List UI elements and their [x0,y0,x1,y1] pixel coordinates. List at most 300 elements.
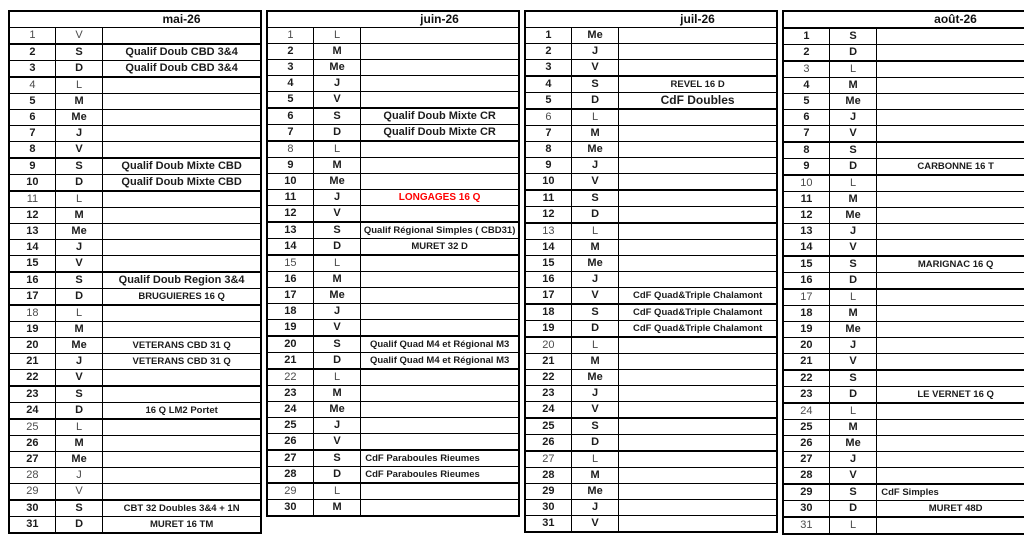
day-letter-cell[interactable]: Me [571,28,618,44]
event-cell[interactable]: CdF Paraboules Rieumes [361,450,519,467]
day-letter-cell[interactable]: L [829,61,876,78]
day-letter-cell[interactable]: J [571,386,618,402]
day-number-cell[interactable]: 7 [783,126,829,143]
day-number-cell[interactable]: 24 [267,402,313,418]
day-letter-cell[interactable]: J [829,452,876,468]
event-cell[interactable] [361,304,519,320]
event-cell[interactable] [619,484,777,500]
event-cell[interactable] [361,44,519,60]
day-letter-cell[interactable]: Me [829,322,876,338]
day-letter-cell[interactable]: S [55,386,102,403]
day-letter-cell[interactable]: J [313,304,360,320]
day-letter-cell[interactable]: J [55,126,102,142]
month-header-cell[interactable] [9,11,261,28]
event-cell[interactable]: VETERANS CBD 31 Q [103,338,261,354]
day-number-cell[interactable]: 19 [525,321,571,338]
day-letter-cell[interactable]: V [55,484,102,501]
month-header-cell[interactable] [783,11,1024,28]
day-letter-cell[interactable]: V [55,142,102,159]
day-letter-cell[interactable]: S [55,272,102,289]
day-letter-cell[interactable]: D [313,467,360,484]
day-letter-cell[interactable]: D [571,93,618,110]
day-letter-cell[interactable]: V [313,206,360,223]
day-number-cell[interactable]: 10 [525,174,571,191]
event-cell[interactable] [877,452,1024,468]
event-cell[interactable]: LE VERNET 16 Q [877,387,1024,404]
event-cell[interactable] [877,306,1024,322]
day-number-cell[interactable]: 3 [783,61,829,78]
event-cell[interactable] [877,45,1024,62]
event-cell[interactable] [877,78,1024,94]
month-header-cell[interactable] [525,11,777,28]
day-number-cell[interactable]: 12 [783,208,829,224]
event-cell[interactable]: MURET 16 TM [103,517,261,534]
event-cell[interactable] [877,208,1024,224]
day-number-cell[interactable]: 24 [9,403,55,420]
day-number-cell[interactable]: 19 [267,320,313,337]
day-number-cell[interactable]: 30 [267,500,313,517]
event-cell[interactable] [619,354,777,370]
day-letter-cell[interactable]: J [829,338,876,354]
event-cell[interactable]: CdF Quad&Triple Chalamont [619,304,777,321]
day-letter-cell[interactable]: M [571,126,618,142]
event-cell[interactable]: VETERANS CBD 31 Q [103,354,261,370]
event-cell[interactable] [877,126,1024,143]
event-cell[interactable] [103,256,261,273]
day-letter-cell[interactable]: S [571,190,618,207]
day-number-cell[interactable]: 15 [267,255,313,272]
day-letter-cell[interactable]: Me [571,484,618,500]
day-number-cell[interactable]: 11 [267,190,313,206]
event-cell[interactable] [619,28,777,44]
day-letter-cell[interactable]: Me [55,452,102,468]
event-cell[interactable] [877,61,1024,78]
day-letter-cell[interactable]: J [829,224,876,240]
day-letter-cell[interactable]: D [571,207,618,224]
day-letter-cell[interactable]: M [313,272,360,288]
day-letter-cell[interactable]: L [829,289,876,306]
event-cell[interactable]: REVEL 16 D [619,76,777,93]
day-letter-cell[interactable]: M [571,354,618,370]
day-number-cell[interactable]: 29 [267,483,313,500]
event-cell[interactable] [103,305,261,322]
event-cell[interactable] [361,141,519,158]
event-cell[interactable] [877,517,1024,534]
day-number-cell[interactable]: 21 [9,354,55,370]
day-letter-cell[interactable]: S [313,450,360,467]
event-cell[interactable] [619,516,777,533]
day-number-cell[interactable]: 14 [783,240,829,257]
event-cell[interactable] [877,94,1024,110]
event-cell[interactable] [103,452,261,468]
day-number-cell[interactable]: 16 [267,272,313,288]
day-letter-cell[interactable]: Me [829,436,876,452]
day-number-cell[interactable]: 25 [525,418,571,435]
day-number-cell[interactable]: 22 [267,369,313,386]
event-cell[interactable] [619,142,777,158]
day-letter-cell[interactable]: V [571,402,618,419]
event-cell[interactable]: 16 Q LM2 Portet [103,403,261,420]
day-number-cell[interactable]: 9 [9,158,55,175]
event-cell[interactable] [877,110,1024,126]
day-letter-cell[interactable]: D [571,435,618,452]
event-cell[interactable] [619,174,777,191]
day-number-cell[interactable]: 11 [525,190,571,207]
event-cell[interactable] [877,468,1024,485]
event-cell[interactable]: CARBONNE 16 T [877,159,1024,176]
day-letter-cell[interactable]: J [313,418,360,434]
event-cell[interactable] [619,272,777,288]
day-number-cell[interactable]: 10 [267,174,313,190]
day-letter-cell[interactable]: V [55,256,102,273]
event-cell[interactable] [877,322,1024,338]
event-cell[interactable]: MURET 48D [877,501,1024,518]
day-number-cell[interactable]: 22 [525,370,571,386]
day-letter-cell[interactable]: M [313,386,360,402]
day-number-cell[interactable]: 14 [525,240,571,256]
day-number-cell[interactable]: 25 [267,418,313,434]
event-cell[interactable] [103,142,261,159]
day-letter-cell[interactable]: D [829,387,876,404]
day-number-cell[interactable]: 26 [525,435,571,452]
day-number-cell[interactable]: 2 [783,45,829,62]
day-number-cell[interactable]: 16 [783,273,829,290]
day-number-cell[interactable]: 27 [267,450,313,467]
day-letter-cell[interactable]: J [55,468,102,484]
event-cell[interactable] [103,28,261,45]
day-number-cell[interactable]: 25 [783,420,829,436]
day-letter-cell[interactable]: Me [313,60,360,76]
day-number-cell[interactable]: 1 [783,28,829,45]
day-letter-cell[interactable]: V [571,516,618,533]
event-cell[interactable] [361,386,519,402]
event-cell[interactable] [877,192,1024,208]
event-cell[interactable] [619,126,777,142]
day-number-cell[interactable]: 7 [9,126,55,142]
event-cell[interactable] [361,288,519,304]
day-letter-cell[interactable]: S [55,44,102,61]
day-letter-cell[interactable]: L [55,77,102,94]
day-letter-cell[interactable]: J [829,110,876,126]
day-letter-cell[interactable]: M [313,158,360,174]
event-cell[interactable] [877,28,1024,45]
day-number-cell[interactable]: 26 [9,436,55,452]
event-cell[interactable] [619,207,777,224]
event-cell[interactable]: LONGAGES 16 Q [361,190,519,206]
day-number-cell[interactable]: 11 [783,192,829,208]
day-letter-cell[interactable]: S [829,28,876,45]
event-cell[interactable]: Qualif Doub Region 3&4 [103,272,261,289]
day-number-cell[interactable]: 17 [525,288,571,305]
day-number-cell[interactable]: 8 [525,142,571,158]
event-cell[interactable] [103,94,261,110]
day-number-cell[interactable]: 13 [267,222,313,239]
day-number-cell[interactable]: 27 [783,452,829,468]
day-letter-cell[interactable]: J [571,44,618,60]
event-cell[interactable]: CBT 32 Doubles 3&4 + 1N [103,500,261,517]
day-letter-cell[interactable]: D [55,403,102,420]
event-cell[interactable]: Qualif Doub Mixte CR [361,108,519,125]
day-letter-cell[interactable]: L [571,337,618,354]
day-letter-cell[interactable]: M [55,436,102,452]
event-cell[interactable] [103,77,261,94]
event-cell[interactable] [619,223,777,240]
event-cell[interactable]: Qualif Quad M4 et Régional M3 [361,353,519,370]
day-number-cell[interactable]: 16 [525,272,571,288]
day-letter-cell[interactable]: Me [571,142,618,158]
day-letter-cell[interactable]: S [829,256,876,273]
day-letter-cell[interactable]: D [55,517,102,534]
day-letter-cell[interactable]: M [829,420,876,436]
day-number-cell[interactable]: 23 [783,387,829,404]
event-cell[interactable]: CdF Paraboules Rieumes [361,467,519,484]
event-cell[interactable]: Qualif Doub Mixte CBD [103,158,261,175]
day-number-cell[interactable]: 17 [267,288,313,304]
day-number-cell[interactable]: 10 [9,175,55,192]
day-number-cell[interactable]: 7 [267,125,313,142]
day-letter-cell[interactable]: S [313,108,360,125]
day-letter-cell[interactable]: Me [829,208,876,224]
day-letter-cell[interactable]: M [313,500,360,517]
day-letter-cell[interactable]: D [55,175,102,192]
day-number-cell[interactable]: 9 [525,158,571,174]
day-number-cell[interactable]: 16 [9,272,55,289]
day-letter-cell[interactable]: J [313,190,360,206]
day-number-cell[interactable]: 22 [9,370,55,387]
event-cell[interactable]: CdF Simples [877,484,1024,501]
day-letter-cell[interactable]: V [829,354,876,371]
event-cell[interactable] [103,419,261,436]
event-cell[interactable] [877,420,1024,436]
event-cell[interactable] [103,240,261,256]
day-number-cell[interactable]: 20 [525,337,571,354]
day-number-cell[interactable]: 26 [783,436,829,452]
event-cell[interactable] [103,436,261,452]
day-number-cell[interactable]: 21 [525,354,571,370]
day-letter-cell[interactable]: D [829,501,876,518]
day-letter-cell[interactable]: V [55,28,102,45]
event-cell[interactable] [103,370,261,387]
day-letter-cell[interactable]: D [571,321,618,338]
day-number-cell[interactable]: 3 [9,61,55,78]
day-number-cell[interactable]: 18 [525,304,571,321]
day-number-cell[interactable]: 17 [783,289,829,306]
day-number-cell[interactable]: 13 [9,224,55,240]
day-letter-cell[interactable]: J [55,240,102,256]
day-letter-cell[interactable]: L [571,223,618,240]
day-number-cell[interactable]: 20 [267,336,313,353]
day-letter-cell[interactable]: V [829,240,876,257]
day-letter-cell[interactable]: D [313,353,360,370]
day-number-cell[interactable]: 18 [267,304,313,320]
event-cell[interactable] [619,44,777,60]
day-letter-cell[interactable]: S [55,158,102,175]
day-letter-cell[interactable]: V [571,60,618,77]
event-cell[interactable] [877,273,1024,290]
day-number-cell[interactable]: 3 [525,60,571,77]
day-number-cell[interactable]: 31 [783,517,829,534]
event-cell[interactable] [361,158,519,174]
event-cell[interactable]: BRUGUIERES 16 Q [103,289,261,306]
event-cell[interactable] [619,418,777,435]
day-number-cell[interactable]: 6 [267,108,313,125]
event-cell[interactable] [619,386,777,402]
day-number-cell[interactable]: 21 [783,354,829,371]
day-number-cell[interactable]: 12 [267,206,313,223]
day-letter-cell[interactable]: J [571,272,618,288]
day-letter-cell[interactable]: S [313,336,360,353]
day-letter-cell[interactable]: J [571,500,618,516]
day-letter-cell[interactable]: D [313,239,360,256]
event-cell[interactable]: CdF Quad&Triple Chalamont [619,321,777,338]
day-number-cell[interactable]: 19 [9,322,55,338]
day-letter-cell[interactable]: L [313,483,360,500]
day-letter-cell[interactable]: S [829,484,876,501]
event-cell[interactable] [361,60,519,76]
event-cell[interactable] [103,468,261,484]
day-number-cell[interactable]: 2 [9,44,55,61]
day-letter-cell[interactable]: L [55,419,102,436]
event-cell[interactable] [877,224,1024,240]
day-number-cell[interactable]: 9 [783,159,829,176]
day-letter-cell[interactable]: V [571,288,618,305]
event-cell[interactable] [103,110,261,126]
event-cell[interactable] [361,92,519,109]
event-cell[interactable] [103,126,261,142]
event-cell[interactable] [619,60,777,77]
day-number-cell[interactable]: 2 [267,44,313,60]
day-number-cell[interactable]: 23 [525,386,571,402]
day-number-cell[interactable]: 29 [525,484,571,500]
day-number-cell[interactable]: 18 [9,305,55,322]
event-cell[interactable] [877,240,1024,257]
day-number-cell[interactable]: 27 [9,452,55,468]
day-letter-cell[interactable]: S [571,76,618,93]
day-letter-cell[interactable]: L [55,305,102,322]
day-number-cell[interactable]: 12 [9,208,55,224]
day-letter-cell[interactable]: L [829,403,876,420]
day-number-cell[interactable]: 31 [525,516,571,533]
event-cell[interactable] [361,255,519,272]
day-letter-cell[interactable]: M [55,208,102,224]
day-number-cell[interactable]: 20 [9,338,55,354]
day-number-cell[interactable]: 4 [267,76,313,92]
day-number-cell[interactable]: 13 [783,224,829,240]
day-number-cell[interactable]: 4 [783,78,829,94]
event-cell[interactable] [103,208,261,224]
event-cell[interactable]: Qualif Doub Mixte CBD [103,175,261,192]
event-cell[interactable] [877,354,1024,371]
day-letter-cell[interactable]: D [829,45,876,62]
event-cell[interactable] [103,386,261,403]
day-number-cell[interactable]: 1 [525,28,571,44]
day-number-cell[interactable]: 27 [525,451,571,468]
day-number-cell[interactable]: 20 [783,338,829,354]
day-letter-cell[interactable]: M [55,322,102,338]
event-cell[interactable] [619,109,777,126]
event-cell[interactable] [361,174,519,190]
day-number-cell[interactable]: 22 [783,370,829,387]
event-cell[interactable] [103,322,261,338]
day-number-cell[interactable]: 4 [9,77,55,94]
day-number-cell[interactable]: 5 [267,92,313,109]
day-number-cell[interactable]: 3 [267,60,313,76]
day-letter-cell[interactable]: Me [571,370,618,386]
event-cell[interactable] [361,206,519,223]
day-letter-cell[interactable]: M [829,306,876,322]
day-number-cell[interactable]: 29 [783,484,829,501]
day-number-cell[interactable]: 10 [783,175,829,192]
event-cell[interactable] [103,224,261,240]
day-letter-cell[interactable]: V [829,468,876,485]
day-number-cell[interactable]: 5 [9,94,55,110]
day-number-cell[interactable]: 29 [9,484,55,501]
day-number-cell[interactable]: 28 [525,468,571,484]
event-cell[interactable] [619,337,777,354]
event-cell[interactable]: Qualif Régional Simples ( CBD31) [361,222,519,239]
event-cell[interactable] [361,434,519,451]
event-cell[interactable] [877,175,1024,192]
day-number-cell[interactable]: 25 [9,419,55,436]
day-number-cell[interactable]: 5 [525,93,571,110]
day-letter-cell[interactable]: Me [55,110,102,126]
day-letter-cell[interactable]: M [829,78,876,94]
event-cell[interactable] [103,191,261,208]
day-number-cell[interactable]: 30 [9,500,55,517]
day-number-cell[interactable]: 8 [267,141,313,158]
event-cell[interactable] [361,28,519,44]
day-letter-cell[interactable]: V [55,370,102,387]
day-letter-cell[interactable]: J [571,158,618,174]
event-cell[interactable]: CdF Doubles [619,93,777,110]
day-letter-cell[interactable]: D [55,289,102,306]
day-number-cell[interactable]: 4 [525,76,571,93]
day-letter-cell[interactable]: L [571,109,618,126]
day-number-cell[interactable]: 28 [267,467,313,484]
event-cell[interactable] [619,190,777,207]
event-cell[interactable] [619,451,777,468]
day-letter-cell[interactable]: M [571,240,618,256]
day-letter-cell[interactable]: S [571,418,618,435]
day-number-cell[interactable]: 30 [525,500,571,516]
day-number-cell[interactable]: 9 [267,158,313,174]
day-number-cell[interactable]: 24 [525,402,571,419]
day-number-cell[interactable]: 13 [525,223,571,240]
day-number-cell[interactable]: 6 [525,109,571,126]
day-letter-cell[interactable]: L [571,451,618,468]
event-cell[interactable] [877,338,1024,354]
event-cell[interactable] [619,402,777,419]
day-letter-cell[interactable]: D [55,61,102,78]
day-number-cell[interactable]: 1 [9,28,55,45]
day-letter-cell[interactable]: V [313,92,360,109]
day-letter-cell[interactable]: M [55,94,102,110]
day-number-cell[interactable]: 23 [267,386,313,402]
day-number-cell[interactable]: 21 [267,353,313,370]
day-number-cell[interactable]: 14 [267,239,313,256]
day-number-cell[interactable]: 7 [525,126,571,142]
event-cell[interactable] [619,500,777,516]
day-letter-cell[interactable]: J [313,76,360,92]
day-number-cell[interactable]: 31 [9,517,55,534]
event-cell[interactable]: Qualif Doub CBD 3&4 [103,44,261,61]
day-number-cell[interactable]: 30 [783,501,829,518]
day-number-cell[interactable]: 6 [783,110,829,126]
event-cell[interactable] [619,240,777,256]
event-cell[interactable]: Qualif Doub Mixte CR [361,125,519,142]
event-cell[interactable] [361,402,519,418]
event-cell[interactable] [361,483,519,500]
